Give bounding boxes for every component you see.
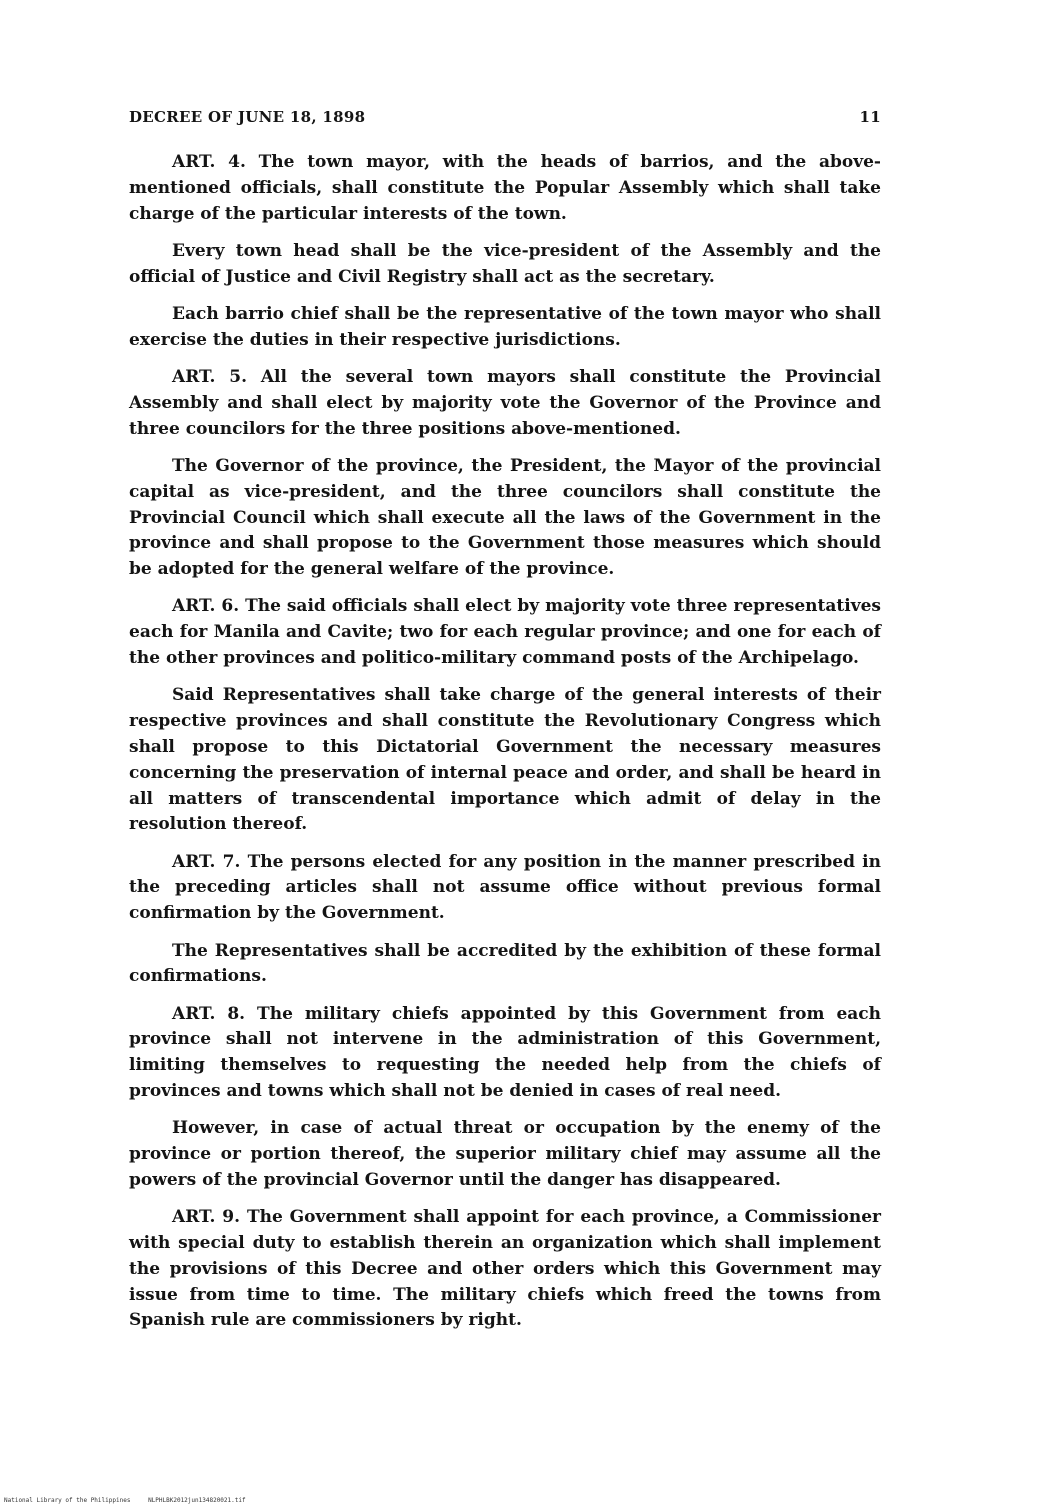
- paragraph-art-4: ART. 4. The town mayor, with the heads of barrios, and the above-mentioned officials, shall constitute the Popular Assembly which shall take charge of the particular interests of the town.: [129, 152, 881, 224]
- page-header: [129, 108, 881, 126]
- running-title: DECREE OF JUNE 18, 1898: [129, 108, 366, 126]
- paragraph-art-7: ART. 7. The persons elected for any position in the manner prescribed in the preceding articles shall not assume office without previous formal confirmation by the Government.: [129, 851, 881, 924]
- library-credit: National Library of the Philippines: [4, 1497, 131, 1504]
- paragraph: Every town head shall be the vice-president of the Assembly and the official of Justice and Civil Registry shall act as the secretary.: [129, 240, 881, 287]
- paragraph-art-5: ART. 5. All the several town mayors shall constitute the Provincial Assembly and shall elect by majority vote the Governor of the Province and three councilors for the three positions above-mentioned.: [129, 367, 881, 439]
- paragraph-art-9: ART. 9. The Government shall appoint for each province, a Commissioner with special duty to establish therein an organization which shall implement the provisions of this Decree and other orders which this Government may issue from time to time. The military chiefs which freed the towns from Spanish rule are commissioners by right.: [129, 1207, 881, 1331]
- file-id: NLPHLBK2012jun134820021.tif: [148, 1497, 246, 1504]
- body-text: [129, 150, 881, 1346]
- paragraph-art-6: ART. 6. The said officials shall elect by majority vote three representatives each for Manila and Cavite; two for each regular province; and one for each of the other provinces and politico-military command posts of the Archipelago.: [129, 596, 881, 669]
- scan-footer: [4, 1497, 260, 1504]
- paragraph: Each barrio chief shall be the representative of the town mayor who shall exercise the duties in their respective jurisdictions.: [129, 303, 881, 350]
- paragraph: However, in case of actual threat or occupation by the enemy of the province or portion thereof, the superior military chief may assume all the powers of the provincial Governor until the danger has disappeared.: [129, 1118, 881, 1190]
- paragraph: The Governor of the province, the President, the Mayor of the provincial capital as vice-president, and the three councilors shall constitute the Provincial Council which shall execute all the laws of the Government in the province and shall propose to the Government those measures which should be adopted for the general welfare of the province.: [129, 455, 881, 580]
- paragraph: Said Representatives shall take charge of the general interests of their respective provinces and shall constitute the Revolutionary Congress which shall propose to this Dictatorial Government the necessary measures concerning the preservation of internal peace and order, and shall be heard in all matters of transcendental importance which admit of delay in the resolution thereof.: [129, 685, 881, 835]
- page-number: 11: [859, 108, 881, 126]
- paragraph-art-8: ART. 8. The military chiefs appointed by this Government from each province shall not intervene in the administration of this Government, limiting themselves to requesting the needed help from the chiefs of provinces and towns which shall not be denied in cases of real need.: [129, 1003, 881, 1101]
- paragraph: The Representatives shall be accredited by the exhibition of these formal confirmations.: [129, 940, 881, 987]
